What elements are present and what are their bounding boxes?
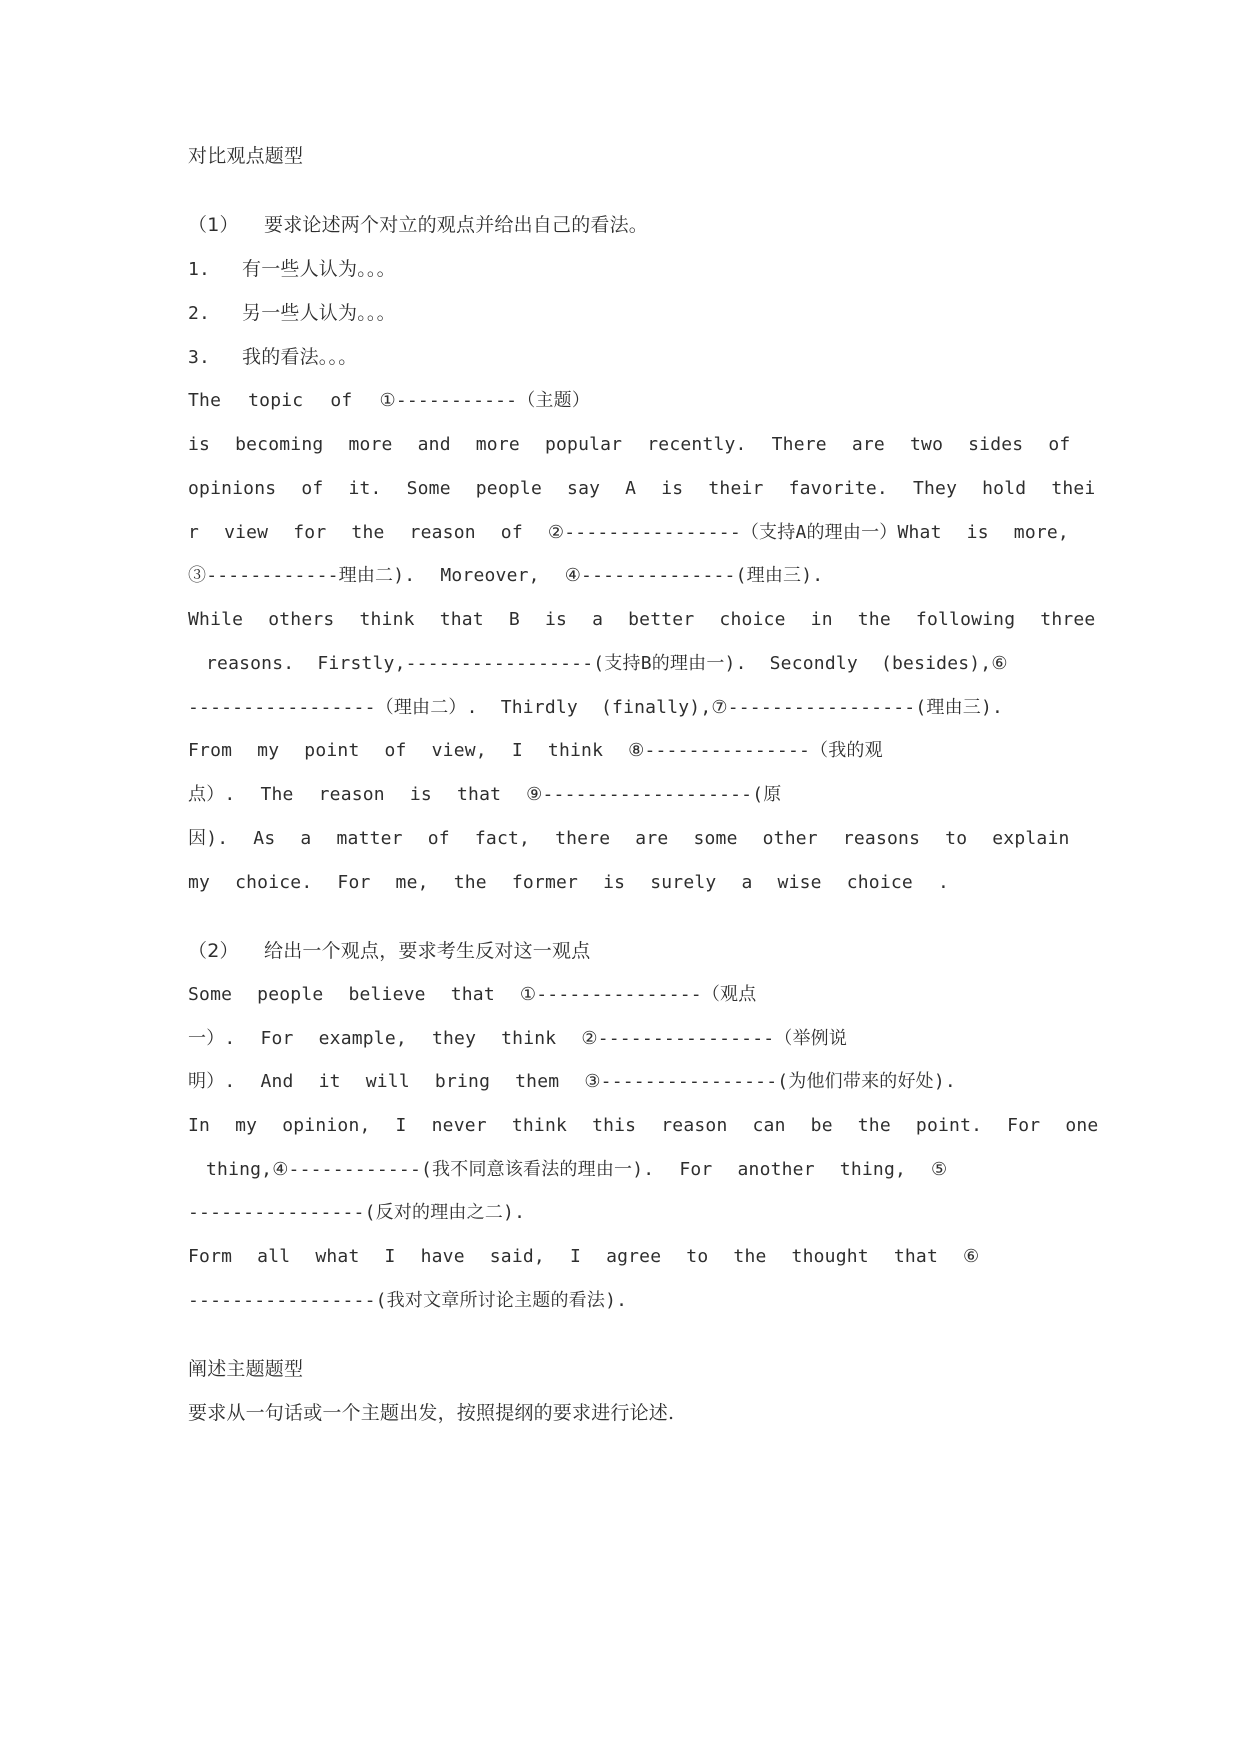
- part1-label: （1）: [188, 214, 239, 236]
- template-line: opinions of it. Some people say A is their favorite. They hold thei: [188, 478, 1096, 499]
- template-line: From my point of view, I think ⑧---------------（我的观: [188, 740, 883, 761]
- outline-text: 我的看法。。。: [242, 346, 358, 368]
- part1-heading: [188, 212, 648, 238]
- outline-number: 1.: [188, 259, 211, 280]
- outline-number: 3.: [188, 347, 211, 368]
- template-line: Some people believe that ①---------------（观点: [188, 984, 757, 1005]
- template-line: 明）. And it will bring them ③----------------(为他们带来的好处).: [188, 1071, 956, 1092]
- outline-item: [188, 300, 396, 327]
- template-line: -----------------（理由二）. Thirdly (finally),⑦-----------------(理由三).: [188, 697, 1004, 718]
- template-line: ③------------理由二). Moreover, ④--------------(理由三).: [188, 565, 824, 586]
- part2-heading: [188, 938, 590, 964]
- template-line: reasons. Firstly,-----------------(支持B的理由一). Secondly (besides),⑥: [206, 653, 1008, 674]
- template-line: While others think that B is a better choice in the following three: [188, 609, 1096, 630]
- section-title-comparison: 对比观点题型: [188, 145, 304, 167]
- template-line: -----------------(我对文章所讨论主题的看法).: [188, 1290, 628, 1311]
- template-line: is becoming more and more popular recently. There are two sides of: [188, 434, 1071, 455]
- template-line: 因). As a matter of fact, there are some other reasons to explain: [188, 828, 1070, 849]
- template-line: The topic of ①-----------（主题）: [188, 390, 591, 411]
- outline-item: [188, 344, 357, 371]
- template-line: thing,④------------(我不同意该看法的理由一). For another thing, ⑤: [206, 1159, 948, 1180]
- template-line: ----------------(反对的理由之二).: [188, 1202, 526, 1223]
- part2-label: （2）: [188, 940, 239, 962]
- part2-description: 给出一个观点，要求考生反对这一观点: [264, 940, 591, 962]
- template-line: my choice. For me, the former is surely a wise choice .: [188, 872, 950, 893]
- outline-text: 另一些人认为。。。: [242, 302, 396, 324]
- outline-text: 有一些人认为。。。: [242, 258, 396, 280]
- template-line: In my opinion, I never think this reason can be the point. For one: [188, 1115, 1099, 1136]
- section2-description: 要求从一句话或一个主题出发，按照提纲的要求进行论述.: [188, 1402, 675, 1424]
- outline-number: 2.: [188, 303, 211, 324]
- section-title-topic: 阐述主题题型: [188, 1358, 304, 1380]
- part1-description: 要求论述两个对立的观点并给出自己的看法。: [264, 214, 649, 236]
- template-line: Form all what I have said, I agree to the thought that ⑥: [188, 1246, 980, 1267]
- template-line: 一）. For example, they think ②----------------（举例说: [188, 1028, 848, 1049]
- template-line: r view for the reason of ②----------------（支持A的理由一）What is more,: [188, 522, 1069, 543]
- template-line: 点）. The reason is that ⑨-------------------(原: [188, 784, 782, 805]
- outline-item: [188, 256, 396, 283]
